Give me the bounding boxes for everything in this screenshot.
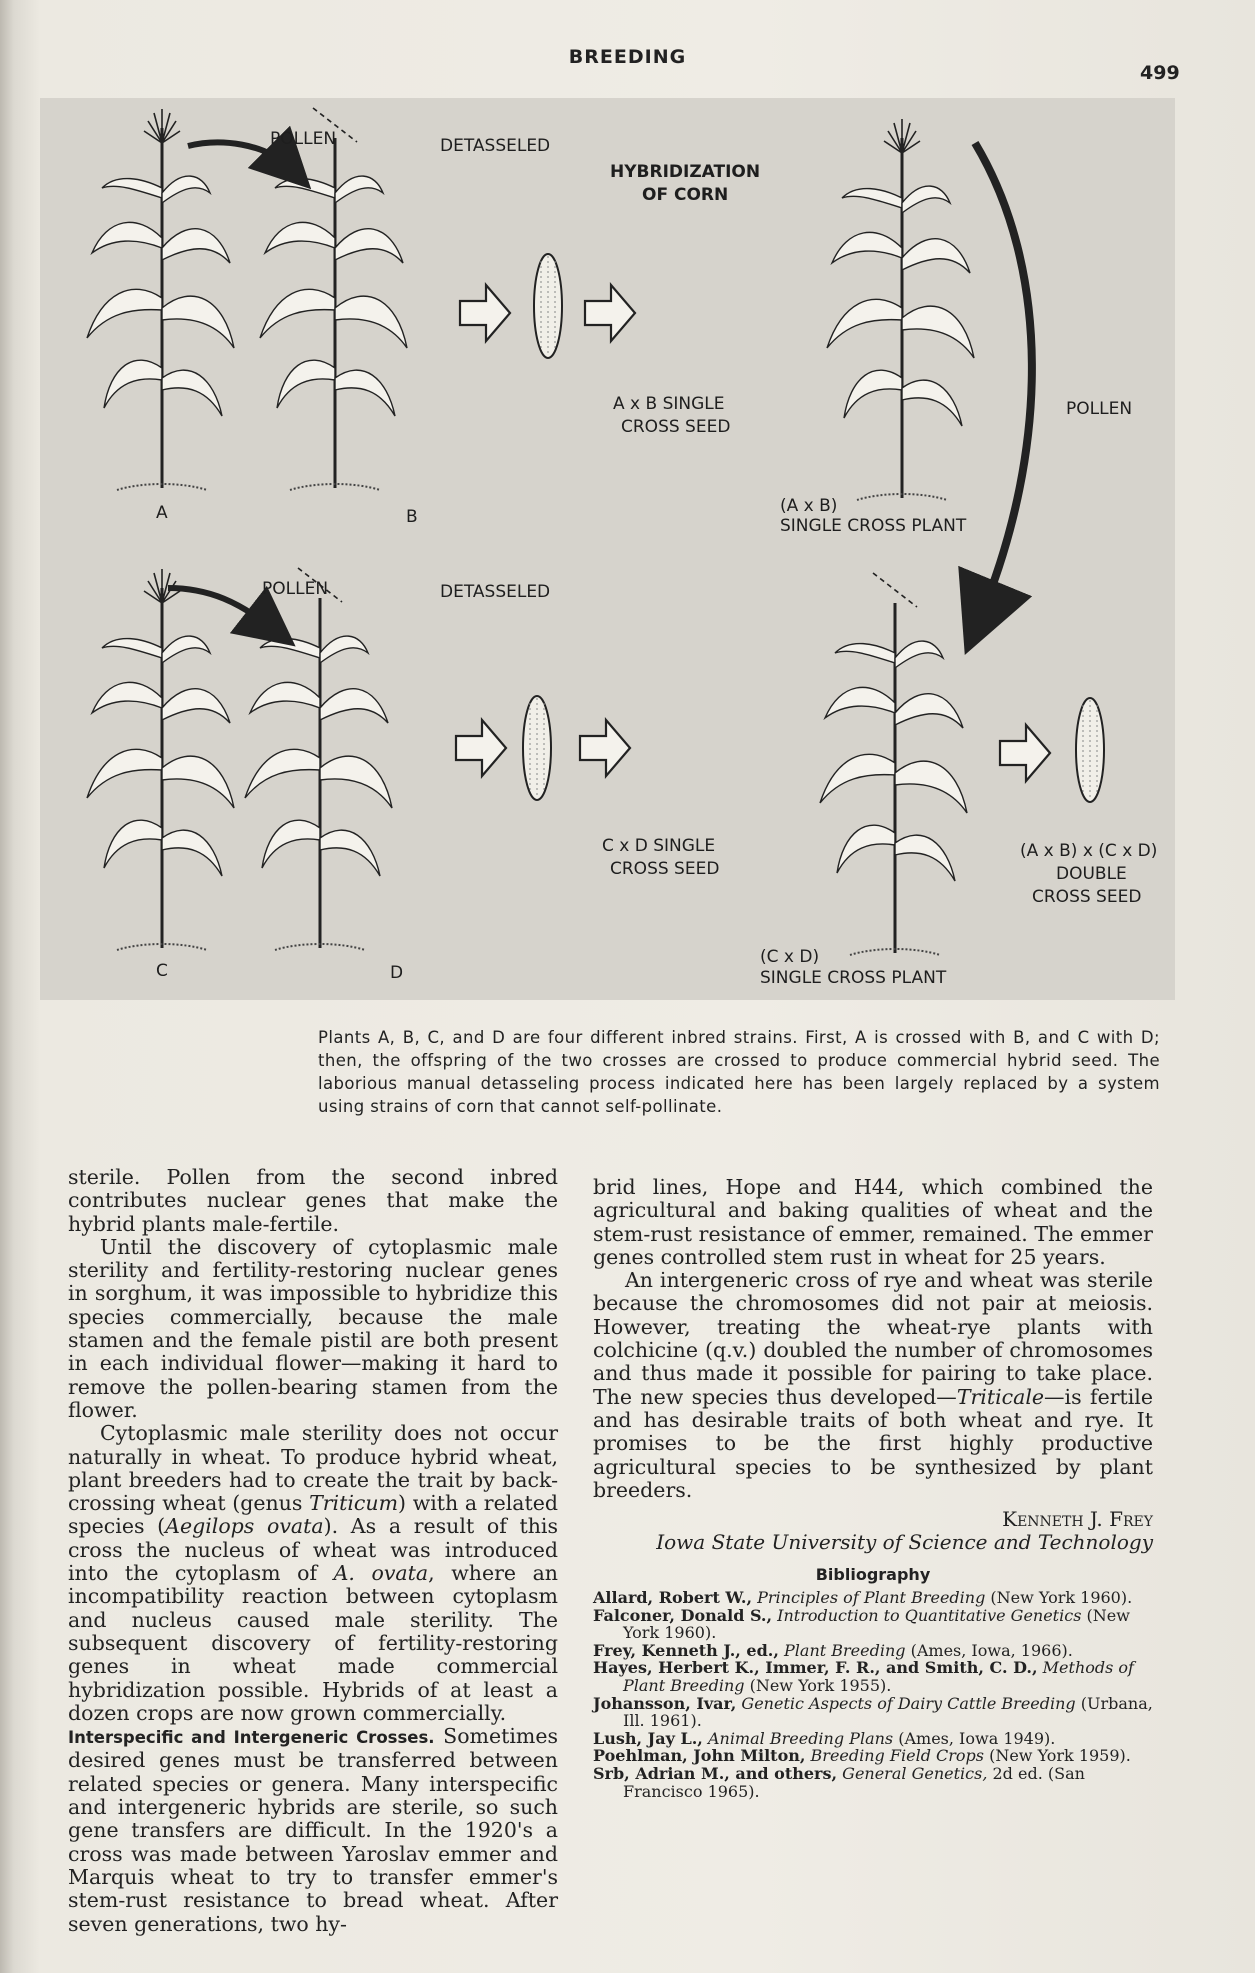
plant-a-label: A	[156, 503, 168, 523]
plant-c-label: C	[156, 961, 168, 981]
pollen-label-bottom: POLLEN	[262, 579, 329, 599]
col2-paragraph-2: An intergeneric cross of rye and wheat was sterile because the chromosomes did not pair at meiosis. However, treating the wheat-rye plants with colchicine (q.v.) doubled the number of chromosomes and thus made it possible for pairing to take place. The new species thus developed—Triticale—is fertile and has desirable traits of both wheat and rye. It promises to be the first highly productive agricultural species to be synthesized by plant breeders.	[593, 1268, 1153, 1502]
bib-entry: Srb, Adrian M., and others, General Genetics, 2d ed. (San Francisco 1965).	[593, 1763, 1085, 1801]
bib-entry: Poehlman, John Milton, Breeding Field Crops (New York 1959).	[593, 1746, 1131, 1766]
seed-ab	[534, 254, 562, 358]
cd-seed-label-2: CROSS SEED	[610, 859, 720, 879]
left-column	[68, 1166, 558, 1936]
figure-caption: Plants A, B, C, and D are four different inbred strains. First, A is crossed with B, and C with D; then, the offspring of the two crosses are crossed to produce commercial hybrid seed. The laborious manual detasseling process indicated here has been largely replaced by a system using strains of corn that cannot self-pollinate.	[318, 1028, 1160, 1116]
bib-entry: Lush, Jay L., Animal Breeding Plans (Ames, Iowa 1949).	[593, 1728, 1056, 1748]
col1-paragraph-4: Interspecific and Intergeneric Crosses. Sometimes desired genes must be transferred between related species or genera. Many interspecific and intergeneric hybrids are sterile, so such gene transfers are difficult. In the 1920's a cross was made between Yaroslav emmer and Marquis wheat to try to transfer emmer's stem-rust resistance to bread wheat. After seven generations, two hy-	[68, 1724, 558, 1936]
ab-plant-label-2: SINGLE CROSS PLANT	[780, 516, 967, 536]
bib-entry: Allard, Robert W., Principles of Plant Breeding (New York 1960).	[593, 1588, 1133, 1608]
bibliography-list	[593, 1589, 1153, 1800]
arrow-2	[585, 285, 635, 341]
plant-c	[87, 569, 234, 950]
author-name: Kenneth J. Frey	[1002, 1507, 1153, 1532]
ab-seed-label-2: CROSS SEED	[621, 417, 731, 437]
pollen-label-right: POLLEN	[1066, 399, 1133, 419]
cd-plant-label-1: (C x D)	[760, 947, 820, 967]
double-label-3: CROSS SEED	[1032, 887, 1142, 907]
figure-title-1: HYBRIDIZATION	[610, 162, 761, 182]
bib-entry: Falconer, Donald S., Introduction to Quantitative Genetics (New York 1960).	[593, 1605, 1130, 1643]
plant-b-label: B	[406, 507, 418, 527]
col1-paragraph-1: sterile. Pollen from the second inbred contributes nuclear genes that make the hybrid plants male-fertile.	[68, 1165, 558, 1236]
pollen-label-top: POLLEN	[270, 129, 337, 149]
ab-plant-label-1: (A x B)	[780, 496, 838, 516]
author-affiliation: Iowa State University of Science and Technology	[656, 1530, 1153, 1555]
col2-paragraph-1: brid lines, Hope and H44, which combined the agricultural and baking qualities of wheat and the stem-rust resistance of emmer, remained. The emmer genes controlled stem rust in wheat for 25 years.	[593, 1175, 1153, 1269]
arrow-1	[460, 285, 510, 341]
seed-cd	[523, 696, 551, 800]
seed-double	[1076, 698, 1104, 802]
detasseled-label-top: DETASSELED	[440, 136, 551, 156]
pollen-arrow-bottom	[168, 588, 272, 628]
plant-a	[87, 109, 234, 490]
cd-plant-label-2: SINGLE CROSS PLANT	[760, 968, 947, 988]
double-label-2: DOUBLE	[1056, 864, 1127, 884]
hybridization-figure	[40, 98, 1175, 1000]
bibliography-heading: Bibliography	[815, 1564, 931, 1584]
figure-title-2: OF CORN	[642, 185, 729, 205]
plant-d-label: D	[390, 963, 404, 983]
arrow-4	[580, 720, 630, 776]
section-heading: Interspecific and Intergeneric Crosses.	[68, 1728, 435, 1748]
plant-cd	[820, 573, 967, 955]
col1-paragraph-3: Cytoplasmic male sterility does not occur naturally in wheat. To produce hybrid wheat, plant breeders had to create the trait by back-crossing wheat (genus Triticum) with a related species (Aegilops ovata). As a result of this cross the nucleus of wheat was introduced into the cytoplasm of A. ovata, where an incompatibility reaction between cytoplasm and nucleus caused male sterility. The subsequent discovery of fertility-restoring genes in wheat made commercial hybridization possible. Hybrids of at least a dozen crops are now grown commercially.	[68, 1421, 559, 1725]
bib-entry: Frey, Kenneth J., ed., Plant Breeding (Ames, Iowa, 1966).	[593, 1640, 1073, 1660]
bib-entry: Johansson, Ivar, Genetic Aspects of Dairy Cattle Breeding (Urbana, Ill. 1961).	[593, 1693, 1153, 1731]
double-label-1: (A x B) x (C x D)	[1020, 841, 1158, 861]
bib-entry: Hayes, Herbert K., Immer, F. R., and Smith, C. D., Methods of Plant Breeding (New York 1955).	[593, 1658, 1134, 1696]
pollen-arrow-large	[975, 143, 1032, 618]
page-number: 499	[1140, 62, 1180, 84]
figure-illustration	[40, 98, 1175, 1000]
col1-paragraph-2: Until the discovery of cytoplasmic male sterility and fertility-restoring nuclear genes in sorghum, it was impossible to hybridize this species commercially, because the male stamen and the female pistil are both present in each individual flower—making it hard to remove the pollen-bearing stamen from the flower.	[68, 1234, 558, 1422]
running-head: BREEDING	[568, 46, 687, 68]
ab-seed-label-1: A x B SINGLE	[613, 394, 725, 414]
arrow-3	[456, 720, 506, 776]
cd-seed-label-1: C x D SINGLE	[602, 836, 716, 856]
detasseled-label-bottom: DETASSELED	[440, 582, 551, 602]
plant-b	[260, 108, 407, 490]
arrow-5	[1000, 725, 1050, 781]
right-column	[593, 1176, 1153, 1800]
plant-ab	[827, 119, 974, 500]
